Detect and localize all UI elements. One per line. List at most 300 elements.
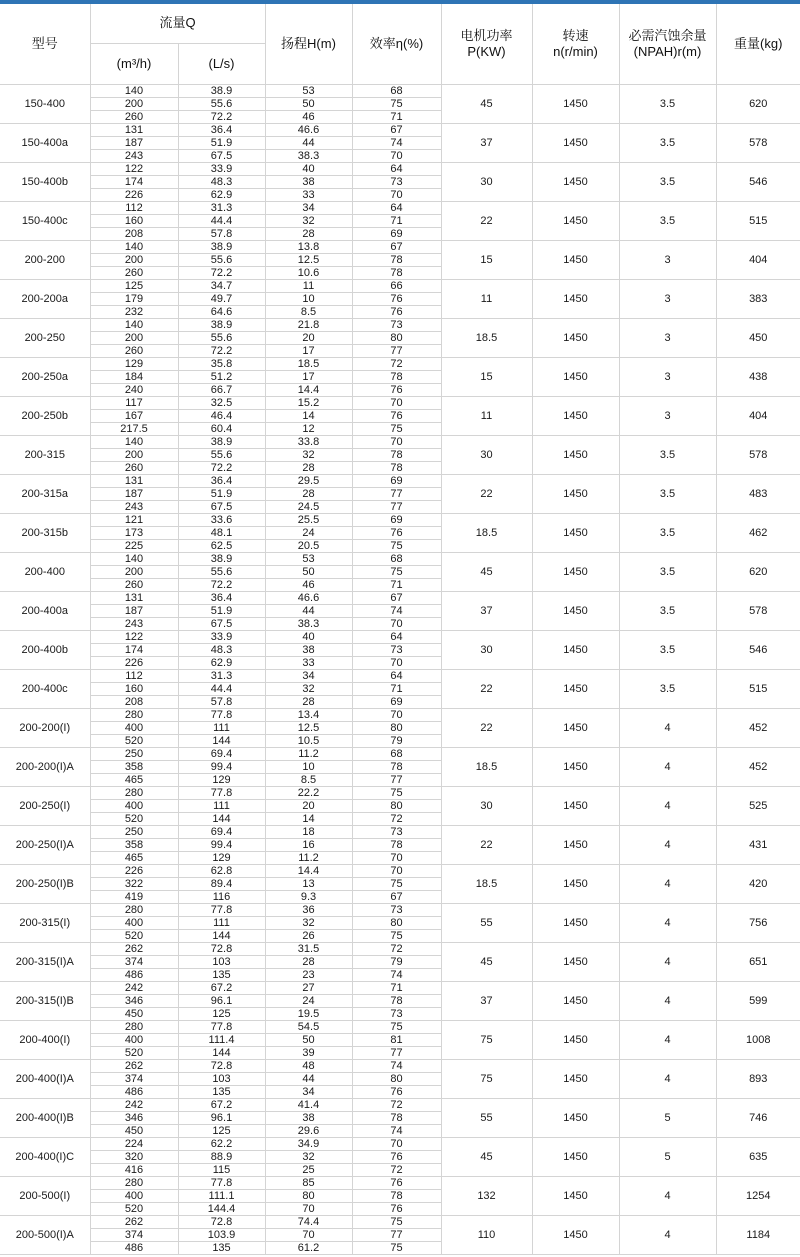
flow-ls-cell: 115 bbox=[178, 1163, 265, 1176]
efficiency-cell: 78 bbox=[352, 838, 441, 851]
speed-cell: 1450 bbox=[532, 318, 619, 357]
model-cell: 200-400(I)B bbox=[0, 1098, 90, 1137]
efficiency-cell: 77 bbox=[352, 487, 441, 500]
model-group bbox=[0, 942, 800, 981]
flow-ls-cell: 77.8 bbox=[178, 1020, 265, 1033]
flow-ls-cell: 72.2 bbox=[178, 344, 265, 357]
weight-cell: 893 bbox=[716, 1059, 800, 1098]
table-row bbox=[0, 981, 800, 994]
head-cell: 13.8 bbox=[265, 240, 352, 253]
table-row bbox=[0, 825, 800, 838]
npsh-cell: 5 bbox=[619, 1098, 716, 1137]
col-header-power-line1: 电机功率 bbox=[460, 27, 513, 43]
model-group bbox=[0, 1098, 800, 1137]
head-cell: 44 bbox=[265, 1072, 352, 1085]
npsh-cell: 3.5 bbox=[619, 669, 716, 708]
head-cell: 18.5 bbox=[265, 357, 352, 370]
efficiency-cell: 76 bbox=[352, 1150, 441, 1163]
head-cell: 24 bbox=[265, 994, 352, 1007]
npsh-cell: 4 bbox=[619, 1176, 716, 1215]
npsh-cell: 3 bbox=[619, 357, 716, 396]
flow-m3h-cell: 243 bbox=[90, 149, 178, 162]
flow-ls-cell: 33.6 bbox=[178, 513, 265, 526]
flow-ls-cell: 55.6 bbox=[178, 97, 265, 110]
flow-ls-cell: 125 bbox=[178, 1124, 265, 1137]
npsh-cell: 4 bbox=[619, 1215, 716, 1254]
head-cell: 17 bbox=[265, 344, 352, 357]
flow-m3h-cell: 167 bbox=[90, 409, 178, 422]
efficiency-cell: 75 bbox=[352, 786, 441, 799]
efficiency-cell: 76 bbox=[352, 526, 441, 539]
efficiency-cell: 74 bbox=[352, 1124, 441, 1137]
model-cell: 200-250b bbox=[0, 396, 90, 435]
flow-m3h-cell: 346 bbox=[90, 994, 178, 1007]
flow-ls-cell: 55.6 bbox=[178, 331, 265, 344]
efficiency-cell: 76 bbox=[352, 1085, 441, 1098]
head-cell: 70 bbox=[265, 1228, 352, 1241]
efficiency-cell: 75 bbox=[352, 539, 441, 552]
head-cell: 80 bbox=[265, 1189, 352, 1202]
flow-m3h-cell: 174 bbox=[90, 175, 178, 188]
head-cell: 41.4 bbox=[265, 1098, 352, 1111]
head-cell: 14 bbox=[265, 812, 352, 825]
flow-ls-cell: 144.4 bbox=[178, 1202, 265, 1215]
speed-cell: 1450 bbox=[532, 84, 619, 123]
power-cell: 37 bbox=[441, 591, 532, 630]
flow-m3h-cell: 400 bbox=[90, 916, 178, 929]
weight-cell: 1184 bbox=[716, 1215, 800, 1254]
head-cell: 46 bbox=[265, 578, 352, 591]
flow-ls-cell: 111.1 bbox=[178, 1189, 265, 1202]
head-cell: 34 bbox=[265, 201, 352, 214]
efficiency-cell: 80 bbox=[352, 799, 441, 812]
head-cell: 46.6 bbox=[265, 591, 352, 604]
npsh-cell: 3.5 bbox=[619, 513, 716, 552]
head-cell: 38 bbox=[265, 1111, 352, 1124]
model-cell: 200-200 bbox=[0, 240, 90, 279]
efficiency-cell: 66 bbox=[352, 279, 441, 292]
weight-cell: 578 bbox=[716, 123, 800, 162]
efficiency-cell: 80 bbox=[352, 1072, 441, 1085]
head-cell: 32 bbox=[265, 682, 352, 695]
efficiency-cell: 70 bbox=[352, 149, 441, 162]
head-cell: 44 bbox=[265, 604, 352, 617]
efficiency-cell: 64 bbox=[352, 201, 441, 214]
flow-m3h-cell: 486 bbox=[90, 1241, 178, 1254]
model-group bbox=[0, 84, 800, 123]
npsh-cell: 4 bbox=[619, 864, 716, 903]
npsh-cell: 4 bbox=[619, 1020, 716, 1059]
flow-m3h-cell: 320 bbox=[90, 1150, 178, 1163]
head-cell: 28 bbox=[265, 461, 352, 474]
flow-m3h-cell: 140 bbox=[90, 84, 178, 97]
head-cell: 50 bbox=[265, 565, 352, 578]
speed-cell: 1450 bbox=[532, 396, 619, 435]
npsh-cell: 3 bbox=[619, 240, 716, 279]
flow-ls-cell: 67.5 bbox=[178, 149, 265, 162]
head-cell: 85 bbox=[265, 1176, 352, 1189]
power-cell: 15 bbox=[441, 357, 532, 396]
flow-m3h-cell: 243 bbox=[90, 500, 178, 513]
weight-cell: 515 bbox=[716, 669, 800, 708]
weight-cell: 450 bbox=[716, 318, 800, 357]
npsh-cell: 3.5 bbox=[619, 162, 716, 201]
flow-m3h-cell: 117 bbox=[90, 396, 178, 409]
head-cell: 12.5 bbox=[265, 253, 352, 266]
model-group bbox=[0, 240, 800, 279]
speed-cell: 1450 bbox=[532, 1059, 619, 1098]
flow-m3h-cell: 262 bbox=[90, 1059, 178, 1072]
speed-cell: 1450 bbox=[532, 552, 619, 591]
power-cell: 45 bbox=[441, 942, 532, 981]
flow-m3h-cell: 200 bbox=[90, 253, 178, 266]
power-cell: 30 bbox=[441, 162, 532, 201]
flow-ls-cell: 51.9 bbox=[178, 604, 265, 617]
flow-m3h-cell: 217.5 bbox=[90, 422, 178, 435]
power-cell: 11 bbox=[441, 279, 532, 318]
flow-ls-cell: 72.8 bbox=[178, 1059, 265, 1072]
efficiency-cell: 73 bbox=[352, 903, 441, 916]
flow-ls-cell: 38.9 bbox=[178, 318, 265, 331]
power-cell: 18.5 bbox=[441, 318, 532, 357]
flow-ls-cell: 67.5 bbox=[178, 617, 265, 630]
table-row bbox=[0, 942, 800, 955]
flow-ls-cell: 48.3 bbox=[178, 175, 265, 188]
model-group bbox=[0, 903, 800, 942]
efficiency-cell: 68 bbox=[352, 747, 441, 760]
power-cell: 132 bbox=[441, 1176, 532, 1215]
flow-ls-cell: 111 bbox=[178, 916, 265, 929]
model-group bbox=[0, 123, 800, 162]
head-cell: 17 bbox=[265, 370, 352, 383]
power-cell: 45 bbox=[441, 84, 532, 123]
flow-ls-cell: 33.9 bbox=[178, 162, 265, 175]
model-cell: 200-250(I) bbox=[0, 786, 90, 825]
model-group bbox=[0, 513, 800, 552]
flow-ls-cell: 48.1 bbox=[178, 526, 265, 539]
head-cell: 10 bbox=[265, 292, 352, 305]
flow-ls-cell: 31.3 bbox=[178, 201, 265, 214]
flow-m3h-cell: 260 bbox=[90, 461, 178, 474]
power-cell: 37 bbox=[441, 981, 532, 1020]
model-group bbox=[0, 591, 800, 630]
flow-m3h-cell: 374 bbox=[90, 1072, 178, 1085]
weight-cell: 452 bbox=[716, 708, 800, 747]
table-header bbox=[0, 4, 800, 84]
head-cell: 12 bbox=[265, 422, 352, 435]
npsh-cell: 3.5 bbox=[619, 591, 716, 630]
flow-ls-cell: 69.4 bbox=[178, 825, 265, 838]
head-cell: 32 bbox=[265, 916, 352, 929]
table-row bbox=[0, 201, 800, 214]
npsh-cell: 4 bbox=[619, 903, 716, 942]
head-cell: 11 bbox=[265, 279, 352, 292]
head-cell: 54.5 bbox=[265, 1020, 352, 1033]
efficiency-cell: 70 bbox=[352, 617, 441, 630]
power-cell: 75 bbox=[441, 1059, 532, 1098]
efficiency-cell: 77 bbox=[352, 344, 441, 357]
flow-m3h-cell: 280 bbox=[90, 903, 178, 916]
efficiency-cell: 77 bbox=[352, 500, 441, 513]
flow-ls-cell: 111 bbox=[178, 799, 265, 812]
flow-ls-cell: 38.9 bbox=[178, 84, 265, 97]
speed-cell: 1450 bbox=[532, 240, 619, 279]
flow-ls-cell: 46.4 bbox=[178, 409, 265, 422]
model-cell: 200-200(I)A bbox=[0, 747, 90, 786]
head-cell: 14 bbox=[265, 409, 352, 422]
efficiency-cell: 69 bbox=[352, 695, 441, 708]
power-cell: 22 bbox=[441, 825, 532, 864]
flow-m3h-cell: 486 bbox=[90, 1085, 178, 1098]
power-cell: 30 bbox=[441, 630, 532, 669]
head-cell: 50 bbox=[265, 97, 352, 110]
power-cell: 22 bbox=[441, 474, 532, 513]
efficiency-cell: 67 bbox=[352, 240, 441, 253]
model-group bbox=[0, 747, 800, 786]
power-cell: 37 bbox=[441, 123, 532, 162]
model-group bbox=[0, 552, 800, 591]
model-group bbox=[0, 1176, 800, 1215]
flow-ls-cell: 103.9 bbox=[178, 1228, 265, 1241]
head-cell: 20.5 bbox=[265, 539, 352, 552]
flow-ls-cell: 60.4 bbox=[178, 422, 265, 435]
power-cell: 75 bbox=[441, 1020, 532, 1059]
weight-cell: 438 bbox=[716, 357, 800, 396]
flow-m3h-cell: 243 bbox=[90, 617, 178, 630]
efficiency-cell: 78 bbox=[352, 994, 441, 1007]
efficiency-cell: 72 bbox=[352, 357, 441, 370]
efficiency-cell: 76 bbox=[352, 292, 441, 305]
efficiency-cell: 78 bbox=[352, 760, 441, 773]
weight-cell: 420 bbox=[716, 864, 800, 903]
head-cell: 23 bbox=[265, 968, 352, 981]
efficiency-cell: 76 bbox=[352, 305, 441, 318]
flow-m3h-cell: 260 bbox=[90, 110, 178, 123]
speed-cell: 1450 bbox=[532, 981, 619, 1020]
table-row bbox=[0, 1059, 800, 1072]
flow-ls-cell: 67.2 bbox=[178, 981, 265, 994]
table-row bbox=[0, 552, 800, 565]
model-cell: 150-400a bbox=[0, 123, 90, 162]
efficiency-cell: 70 bbox=[352, 851, 441, 864]
npsh-cell: 4 bbox=[619, 825, 716, 864]
head-cell: 32 bbox=[265, 214, 352, 227]
weight-cell: 462 bbox=[716, 513, 800, 552]
head-cell: 40 bbox=[265, 162, 352, 175]
head-cell: 44 bbox=[265, 136, 352, 149]
table-row bbox=[0, 747, 800, 760]
speed-cell: 1450 bbox=[532, 903, 619, 942]
head-cell: 31.5 bbox=[265, 942, 352, 955]
flow-ls-cell: 77.8 bbox=[178, 786, 265, 799]
weight-cell: 452 bbox=[716, 747, 800, 786]
flow-ls-cell: 89.4 bbox=[178, 877, 265, 890]
efficiency-cell: 64 bbox=[352, 162, 441, 175]
model-cell: 200-400c bbox=[0, 669, 90, 708]
head-cell: 19.5 bbox=[265, 1007, 352, 1020]
efficiency-cell: 78 bbox=[352, 253, 441, 266]
flow-m3h-cell: 520 bbox=[90, 812, 178, 825]
flow-m3h-cell: 226 bbox=[90, 656, 178, 669]
flow-ls-cell: 72.2 bbox=[178, 110, 265, 123]
head-cell: 10.5 bbox=[265, 734, 352, 747]
flow-m3h-cell: 160 bbox=[90, 682, 178, 695]
col-header-power-line2: P(KW) bbox=[467, 43, 506, 59]
flow-ls-cell: 62.9 bbox=[178, 656, 265, 669]
col-header-flow-ls: (L/s) bbox=[178, 43, 265, 84]
head-cell: 38 bbox=[265, 643, 352, 656]
flow-m3h-cell: 260 bbox=[90, 266, 178, 279]
flow-m3h-cell: 232 bbox=[90, 305, 178, 318]
head-cell: 21.8 bbox=[265, 318, 352, 331]
model-group bbox=[0, 708, 800, 747]
flow-m3h-cell: 225 bbox=[90, 539, 178, 552]
efficiency-cell: 76 bbox=[352, 409, 441, 422]
flow-ls-cell: 36.4 bbox=[178, 123, 265, 136]
model-group bbox=[0, 669, 800, 708]
power-cell: 55 bbox=[441, 1098, 532, 1137]
npsh-cell: 4 bbox=[619, 1059, 716, 1098]
flow-m3h-cell: 400 bbox=[90, 1189, 178, 1202]
efficiency-cell: 71 bbox=[352, 682, 441, 695]
flow-ls-cell: 135 bbox=[178, 1241, 265, 1254]
head-cell: 20 bbox=[265, 799, 352, 812]
flow-m3h-cell: 520 bbox=[90, 929, 178, 942]
flow-m3h-cell: 450 bbox=[90, 1124, 178, 1137]
flow-ls-cell: 51.2 bbox=[178, 370, 265, 383]
flow-m3h-cell: 131 bbox=[90, 474, 178, 487]
efficiency-cell: 80 bbox=[352, 916, 441, 929]
head-cell: 53 bbox=[265, 84, 352, 97]
flow-m3h-cell: 187 bbox=[90, 136, 178, 149]
speed-cell: 1450 bbox=[532, 162, 619, 201]
flow-ls-cell: 69.4 bbox=[178, 747, 265, 760]
efficiency-cell: 75 bbox=[352, 929, 441, 942]
flow-ls-cell: 72.2 bbox=[178, 266, 265, 279]
flow-ls-cell: 99.4 bbox=[178, 760, 265, 773]
model-group bbox=[0, 864, 800, 903]
flow-ls-cell: 57.8 bbox=[178, 695, 265, 708]
head-cell: 33 bbox=[265, 188, 352, 201]
efficiency-cell: 80 bbox=[352, 331, 441, 344]
flow-m3h-cell: 140 bbox=[90, 240, 178, 253]
flow-ls-cell: 111 bbox=[178, 721, 265, 734]
flow-ls-cell: 103 bbox=[178, 1072, 265, 1085]
head-cell: 18 bbox=[265, 825, 352, 838]
table-row bbox=[0, 591, 800, 604]
model-group bbox=[0, 162, 800, 201]
col-header-speed bbox=[532, 4, 619, 84]
speed-cell: 1450 bbox=[532, 513, 619, 552]
efficiency-cell: 70 bbox=[352, 435, 441, 448]
flow-m3h-cell: 224 bbox=[90, 1137, 178, 1150]
efficiency-cell: 70 bbox=[352, 1137, 441, 1150]
speed-cell: 1450 bbox=[532, 942, 619, 981]
flow-m3h-cell: 520 bbox=[90, 1202, 178, 1215]
flow-ls-cell: 67.5 bbox=[178, 500, 265, 513]
model-cell: 150-400b bbox=[0, 162, 90, 201]
power-cell: 45 bbox=[441, 1137, 532, 1176]
flow-ls-cell: 77.8 bbox=[178, 708, 265, 721]
model-group bbox=[0, 1020, 800, 1059]
model-cell: 200-400b bbox=[0, 630, 90, 669]
speed-cell: 1450 bbox=[532, 747, 619, 786]
model-group bbox=[0, 981, 800, 1020]
flow-m3h-cell: 250 bbox=[90, 747, 178, 760]
efficiency-cell: 75 bbox=[352, 1241, 441, 1254]
model-cell: 200-315a bbox=[0, 474, 90, 513]
efficiency-cell: 73 bbox=[352, 825, 441, 838]
power-cell: 30 bbox=[441, 435, 532, 474]
model-cell: 200-500(I)A bbox=[0, 1215, 90, 1254]
table-row bbox=[0, 903, 800, 916]
head-cell: 38.3 bbox=[265, 149, 352, 162]
head-cell: 13 bbox=[265, 877, 352, 890]
flow-ls-cell: 38.9 bbox=[178, 435, 265, 448]
weight-cell: 1254 bbox=[716, 1176, 800, 1215]
flow-ls-cell: 51.9 bbox=[178, 136, 265, 149]
table-row bbox=[0, 630, 800, 643]
weight-cell: 578 bbox=[716, 591, 800, 630]
head-cell: 15.2 bbox=[265, 396, 352, 409]
model-group bbox=[0, 474, 800, 513]
efficiency-cell: 78 bbox=[352, 461, 441, 474]
table-row bbox=[0, 669, 800, 682]
efficiency-cell: 64 bbox=[352, 669, 441, 682]
head-cell: 28 bbox=[265, 695, 352, 708]
model-cell: 200-400(I)A bbox=[0, 1059, 90, 1098]
model-group bbox=[0, 1059, 800, 1098]
flow-m3h-cell: 465 bbox=[90, 773, 178, 786]
head-cell: 46.6 bbox=[265, 123, 352, 136]
flow-m3h-cell: 131 bbox=[90, 123, 178, 136]
flow-m3h-cell: 200 bbox=[90, 331, 178, 344]
flow-ls-cell: 36.4 bbox=[178, 474, 265, 487]
flow-m3h-cell: 242 bbox=[90, 981, 178, 994]
head-cell: 20 bbox=[265, 331, 352, 344]
flow-ls-cell: 77.8 bbox=[178, 903, 265, 916]
efficiency-cell: 76 bbox=[352, 1176, 441, 1189]
col-header-efficiency: 效率η(%) bbox=[352, 4, 441, 84]
head-cell: 25 bbox=[265, 1163, 352, 1176]
weight-cell: 635 bbox=[716, 1137, 800, 1176]
flow-ls-cell: 44.4 bbox=[178, 682, 265, 695]
model-group bbox=[0, 1137, 800, 1176]
power-cell: 110 bbox=[441, 1215, 532, 1254]
efficiency-cell: 71 bbox=[352, 214, 441, 227]
efficiency-cell: 71 bbox=[352, 110, 441, 123]
table-row bbox=[0, 786, 800, 799]
efficiency-cell: 72 bbox=[352, 942, 441, 955]
flow-m3h-cell: 125 bbox=[90, 279, 178, 292]
flow-m3h-cell: 200 bbox=[90, 97, 178, 110]
efficiency-cell: 73 bbox=[352, 318, 441, 331]
weight-cell: 746 bbox=[716, 1098, 800, 1137]
efficiency-cell: 79 bbox=[352, 955, 441, 968]
efficiency-cell: 69 bbox=[352, 474, 441, 487]
flow-ls-cell: 55.6 bbox=[178, 565, 265, 578]
efficiency-cell: 68 bbox=[352, 552, 441, 565]
efficiency-cell: 72 bbox=[352, 812, 441, 825]
model-cell: 200-315b bbox=[0, 513, 90, 552]
efficiency-cell: 78 bbox=[352, 370, 441, 383]
npsh-cell: 3.5 bbox=[619, 435, 716, 474]
flow-m3h-cell: 400 bbox=[90, 721, 178, 734]
efficiency-cell: 70 bbox=[352, 656, 441, 669]
efficiency-cell: 64 bbox=[352, 630, 441, 643]
efficiency-cell: 73 bbox=[352, 643, 441, 656]
head-cell: 40 bbox=[265, 630, 352, 643]
